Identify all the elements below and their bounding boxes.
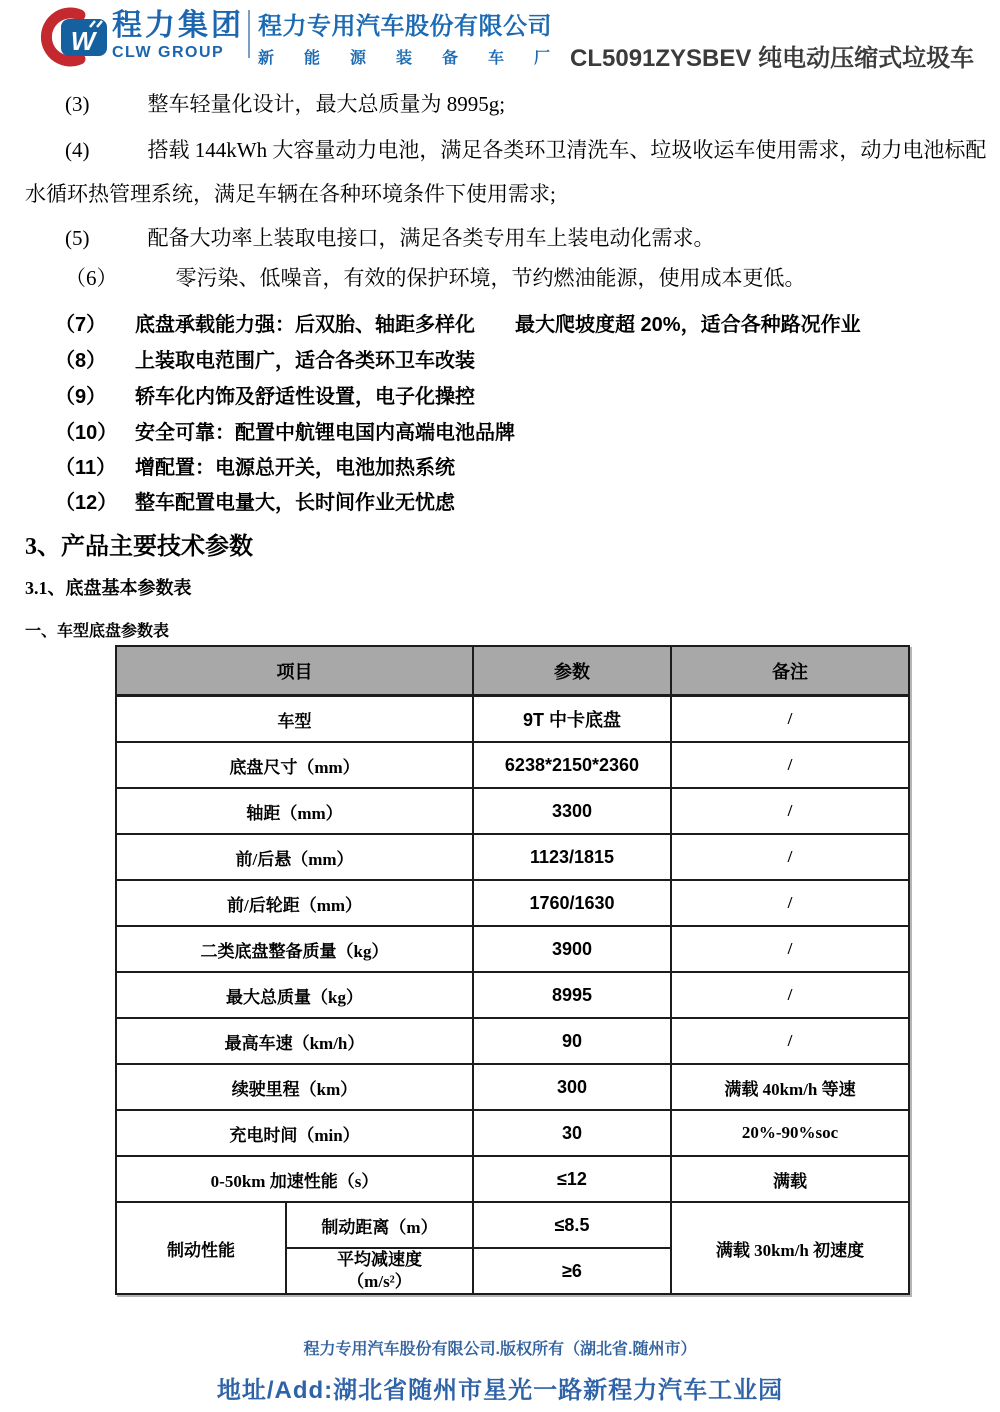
- param-label: 0-50km 加速性能（s）: [116, 1156, 473, 1202]
- feature-item-5: [25, 216, 988, 260]
- col-header-remark: 备注: [671, 646, 909, 696]
- param-remark: /: [671, 834, 909, 880]
- param-label: 续驶里程（km）: [116, 1064, 473, 1110]
- param-value: 8995: [473, 972, 671, 1018]
- feature-item-10: [25, 418, 988, 448]
- logo-group-name-cn: 程力集团: [112, 9, 244, 42]
- table-row: [116, 880, 909, 926]
- param-remark: /: [671, 880, 909, 926]
- chassis-parameter-table: [115, 645, 910, 1295]
- table-row: [116, 1156, 909, 1202]
- feature-item-4: [25, 128, 988, 216]
- table-row: [116, 1018, 909, 1064]
- feature-item-11: [25, 453, 988, 483]
- brake-group-label: 制动性能: [116, 1202, 286, 1294]
- param-value: ≤12: [473, 1156, 671, 1202]
- feature-item-12: [25, 488, 988, 518]
- col-header-item: 项目: [116, 646, 473, 696]
- feature-number: （10）: [55, 422, 118, 444]
- feature-text: 整车轻量化设计，最大总质量为 8995g;: [147, 92, 506, 116]
- param-label: 充电时间（min）: [116, 1110, 473, 1156]
- param-value: 1760/1630: [473, 880, 671, 926]
- param-label: 底盘尺寸（mm）: [116, 742, 473, 788]
- clw-logo-icon: [28, 6, 112, 73]
- param-value: 1123/1815: [473, 834, 671, 880]
- company-block: [258, 6, 581, 68]
- feature-text: 搭载 144kWh 大容量动力电池，满足各类环卫清洗车、垃圾收运车使用需求，动力电池标配水循环热管理系统，满足车辆在各种环境条件下使用需求;: [25, 138, 987, 206]
- param-value: 30: [473, 1110, 671, 1156]
- footer-copyright: 程力专用汽车股份有限公司.版权所有（湖北省.随州市）: [303, 1341, 697, 1358]
- table-row-brake-1: [116, 1202, 909, 1248]
- table-row: [116, 1064, 909, 1110]
- table-caption: 一、车型底盘参数表: [25, 623, 170, 640]
- param-label: 制动距离（m）: [286, 1202, 473, 1248]
- feature-item-8: [25, 346, 988, 376]
- param-value: 90: [473, 1018, 671, 1064]
- col-header-value: 参数: [473, 646, 671, 696]
- table-row: [116, 696, 909, 743]
- table-header-row: [116, 646, 909, 696]
- feature-item-3: [25, 82, 988, 126]
- table-row: [116, 742, 909, 788]
- feature-text: 整车配置电量大，长时间作业无忧虑: [135, 492, 455, 514]
- feature-number: (4): [65, 138, 90, 162]
- param-value: ≤8.5: [473, 1202, 671, 1248]
- company-subtitle: 新能源装备车厂: [258, 50, 581, 67]
- param-remark: 满载: [671, 1156, 909, 1202]
- param-label: 前/后轮距（mm）: [116, 880, 473, 926]
- feature-text: 底盘承载能力强：后双胎、轴距多样化 最大爬坡度超 20%，适合各种路况作业: [135, 314, 861, 336]
- feature-number: （6）: [65, 266, 118, 290]
- param-value: 3900: [473, 926, 671, 972]
- feature-text: 配备大功率上装取电接口，满足各类专用车上装电动化需求。: [147, 226, 715, 250]
- feature-number: （11）: [55, 457, 117, 479]
- section-heading-sub: 3.1、底盘基本参数表: [25, 578, 192, 598]
- feature-item-9: [25, 382, 988, 412]
- feature-number: （9）: [55, 386, 107, 408]
- param-remark: /: [671, 926, 909, 972]
- table-row: [116, 926, 909, 972]
- feature-text: 安全可靠：配置中航锂电国内高端电池品牌: [135, 422, 515, 444]
- param-label-line1: 平均减速度: [337, 1250, 422, 1269]
- feature-text: 增配置：电源总开关，电池加热系统: [135, 457, 455, 479]
- logo-text-block: [112, 10, 244, 62]
- param-label: [286, 1248, 473, 1294]
- feature-text: 零污染、低噪音，有效的保护环境，节约燃油能源，使用成本更低。: [175, 266, 806, 290]
- document-title: CL5091ZYSBEV 纯电动压缩式垃圾车: [570, 45, 975, 72]
- feature-item-6: [25, 256, 988, 300]
- param-label: 车型: [116, 696, 473, 743]
- footer-address: 地址/Add:湖北省随州市星光一路新程力汽车工业园: [216, 1377, 784, 1404]
- feature-number: (3): [65, 92, 90, 116]
- param-remark: /: [671, 696, 909, 743]
- feature-number: （7）: [55, 314, 107, 336]
- param-label: 轴距（mm）: [116, 788, 473, 834]
- section-heading-main: 3、产品主要技术参数: [25, 534, 253, 560]
- logo-group-name-en: CLW GROUP: [112, 43, 225, 61]
- param-remark: 满载 40km/h 等速: [671, 1064, 909, 1110]
- param-remark: /: [671, 1018, 909, 1064]
- param-label-line2: （m/s²）: [347, 1272, 412, 1292]
- param-remark: /: [671, 788, 909, 834]
- page-header: [0, 0, 1000, 80]
- param-value: 300: [473, 1064, 671, 1110]
- param-label: 最大总质量（kg）: [116, 972, 473, 1018]
- feature-number: （12）: [55, 492, 118, 514]
- param-remark: /: [671, 972, 909, 1018]
- param-value: ≥6: [473, 1248, 671, 1294]
- param-label: 最高车速（km/h）: [116, 1018, 473, 1064]
- feature-text: 上装取电范围广，适合各类环卫车改装: [135, 350, 475, 372]
- company-name: 程力专用汽车股份有限公司: [258, 13, 552, 40]
- param-label: 二类底盘整备质量（kg）: [116, 926, 473, 972]
- header-divider: [248, 10, 250, 58]
- param-label: 前/后悬（mm）: [116, 834, 473, 880]
- param-value: 9T 中卡底盘: [473, 696, 671, 743]
- param-value: 3300: [473, 788, 671, 834]
- param-remark: 20%-90%soc: [671, 1110, 909, 1156]
- table-row: [116, 1110, 909, 1156]
- feature-number: (5): [65, 226, 90, 250]
- feature-text: 轿车化内饰及舒适性设置，电子化操控: [135, 386, 475, 408]
- table-row: [116, 834, 909, 880]
- feature-number: （8）: [55, 350, 107, 372]
- param-value: 6238*2150*2360: [473, 742, 671, 788]
- table-row: [116, 972, 909, 1018]
- logo-w-letter: W: [70, 26, 96, 56]
- param-remark: /: [671, 742, 909, 788]
- table-row: [116, 788, 909, 834]
- brake-group-remark: 满载 30km/h 初速度: [671, 1202, 909, 1294]
- feature-item-7: [25, 310, 988, 340]
